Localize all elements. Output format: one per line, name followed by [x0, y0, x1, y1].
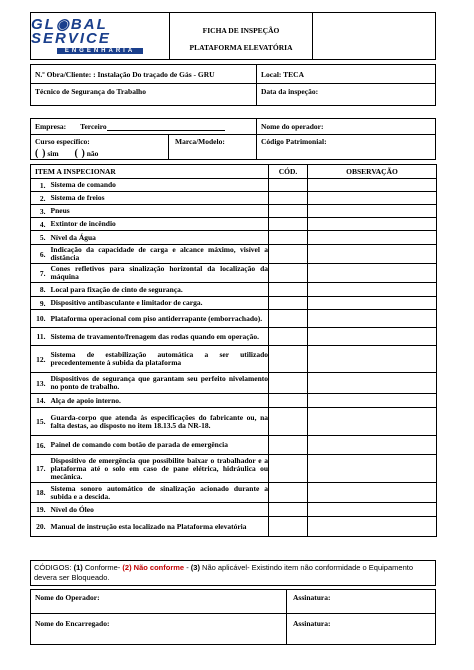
row-observation-cell[interactable]: [308, 436, 437, 455]
table-row: [31, 297, 437, 310]
code-3: (3): [190, 563, 200, 572]
row-observation-cell[interactable]: [308, 231, 437, 245]
sim-label: sim: [47, 149, 59, 158]
row-item-text: Dispositivos de segurança que garantam seu perfeito nivelamento no ponto de trabalho.: [49, 373, 269, 394]
row-code-cell[interactable]: [269, 483, 308, 503]
assinatura-encarregado: Assinatura:: [286, 613, 436, 645]
row-observation-cell[interactable]: [308, 264, 437, 283]
row-item-text: Plataforma operacional com piso antiderrapante (emborrachado).: [49, 310, 269, 328]
row-item-text: Dispositivo de emergência que possibilite baixar o trabalhador e a plataforma até o solo em caso de pane elétrica, hidráulica ou mecânica.: [50, 455, 269, 481]
row-code-cell[interactable]: [269, 310, 308, 328]
page-subtitle: PLATAFORMA ELEVATÓRIA: [189, 43, 293, 52]
row-observation-cell[interactable]: [308, 179, 437, 192]
row-code-cell[interactable]: [269, 517, 308, 537]
row-number: 19.: [31, 503, 49, 517]
row-item-text: Dispositivo antibasculante e limitador de carga.: [49, 297, 269, 310]
row-number: 10.: [31, 310, 49, 328]
row-number: 2.: [31, 192, 49, 205]
row-item-text: Indicação da capacidade de carga e alcance máximo, visível a distância: [50, 245, 269, 262]
sim-close-paren: ): [42, 148, 46, 159]
assinatura-operador: Assinatura:: [286, 589, 436, 614]
row-code-cell[interactable]: [269, 205, 308, 218]
row-observation-cell[interactable]: [308, 310, 437, 328]
row-code-cell[interactable]: [269, 179, 308, 192]
row-observation-cell[interactable]: [308, 517, 437, 537]
nome-encarregado-footer: Nome do Encarregado:: [30, 613, 287, 645]
local-field: Local: TECA: [256, 64, 436, 84]
table-row: [31, 231, 437, 245]
curso-label: Curso específico:: [35, 137, 90, 146]
sim-open-paren: (: [35, 148, 39, 159]
empresa-underline: [107, 122, 225, 131]
table-row: [31, 310, 437, 328]
codigo-patrimonial-field: Código Patrimonial:: [256, 134, 436, 160]
row-code-cell[interactable]: [269, 264, 308, 283]
col-header-item: ITEM A INSPECIONAR: [31, 165, 269, 179]
row-code-cell[interactable]: [269, 455, 308, 483]
data-inspecao-field: Data da inspeção:: [256, 83, 436, 106]
row-observation-cell[interactable]: [308, 346, 437, 373]
page-title: FICHA DE INSPEÇÃO: [202, 26, 280, 35]
row-code-cell[interactable]: [269, 245, 308, 264]
table-row: [31, 436, 437, 455]
row-number: 1.: [31, 179, 49, 192]
table-row: [31, 245, 437, 264]
row-number: 18.: [31, 483, 49, 503]
row-observation-cell[interactable]: [308, 373, 437, 394]
row-item-text: Sistema de estabilização automática a ser utilizado precedentemente à subida da plataforma: [49, 346, 269, 373]
curso-nao-checkbox[interactable]: [74, 149, 84, 158]
row-item-text: Sistema de freios: [49, 192, 269, 205]
table-row: [31, 408, 437, 436]
row-item-text: Cones refletivos para sinalização horizontal da localização da máquina: [50, 264, 269, 281]
row-item-text: Extintor de incêndio: [49, 218, 269, 231]
row-observation-cell[interactable]: [308, 218, 437, 231]
row-number: 6.: [31, 245, 49, 264]
row-code-cell[interactable]: [269, 408, 308, 436]
table-row: [31, 346, 437, 373]
inspection-table: [30, 164, 436, 537]
row-number: 11.: [31, 328, 49, 346]
row-observation-cell[interactable]: [308, 297, 437, 310]
row-observation-cell[interactable]: [308, 503, 437, 517]
nome-operador-field: Nome do operador:: [256, 118, 436, 135]
marca-modelo-field: Marca/Modelo:: [168, 134, 257, 160]
row-code-cell[interactable]: [269, 436, 308, 455]
table-row: [31, 283, 437, 297]
row-number: 20.: [31, 517, 49, 537]
row-code-cell[interactable]: [269, 373, 308, 394]
logo: [30, 12, 170, 60]
curso-sim-checkbox[interactable]: [35, 149, 45, 158]
row-number: 14.: [31, 394, 49, 408]
col-header-cod: CÓD.: [269, 165, 308, 179]
row-observation-cell[interactable]: [308, 192, 437, 205]
row-observation-cell[interactable]: [308, 408, 437, 436]
row-number: 8.: [31, 283, 49, 297]
table-row: [31, 483, 437, 503]
row-item-text: Painel de comando com botão de parada de emergência: [49, 436, 269, 455]
nao-label: não: [86, 149, 99, 158]
row-observation-cell[interactable]: [308, 328, 437, 346]
row-item-text: Alça de apoio interno.: [49, 394, 269, 408]
row-number: 7.: [31, 264, 49, 283]
row-number: 5.: [31, 231, 49, 245]
nao-close-paren: ): [81, 148, 85, 159]
row-item-text: Sistema sonoro automático de sinalização acionado durante a subida e a descida.: [50, 483, 269, 501]
row-code-cell[interactable]: [269, 218, 308, 231]
row-observation-cell[interactable]: [308, 455, 437, 483]
table-row: [31, 373, 437, 394]
row-number: 4.: [31, 218, 49, 231]
row-item-text: Pneus: [49, 205, 269, 218]
code-3-text: Não aplicável- Existindo item não conformidade o Equipamento devera ser Bloqueado.: [34, 563, 413, 582]
row-item-text: Local para fixação de cinto de segurança.: [49, 283, 269, 297]
nao-open-paren: (: [74, 148, 78, 159]
row-number: 15.: [31, 408, 49, 436]
curso-field: [30, 134, 169, 160]
row-number: 13.: [31, 373, 49, 394]
table-row: [31, 503, 437, 517]
row-code-cell[interactable]: [269, 503, 308, 517]
col-header-obs: OBSERVAÇÃO: [308, 165, 437, 179]
table-row: [31, 517, 437, 537]
row-item-text: Sistema de travamento/frenagem das rodas quando em operação.: [49, 328, 269, 346]
logo-sub-text: ENGENHARIA: [57, 48, 143, 54]
row-code-cell[interactable]: [269, 231, 308, 245]
table-row: [31, 394, 437, 408]
table-row: [31, 218, 437, 231]
table-row: [31, 205, 437, 218]
row-observation-cell[interactable]: [308, 483, 437, 503]
table-row: [31, 455, 437, 483]
obra-field: N.º Obra/Cliente: : Instalação Do traçado de Gás - GRU: [30, 64, 257, 84]
row-number: 9.: [31, 297, 49, 310]
empresa-value: Terceiro: [80, 122, 107, 131]
row-observation-cell[interactable]: [308, 205, 437, 218]
row-item-text: Guarda-corpo que atenda às especificações do fabricante ou, na falta destas, ao disposto no item 18.13.5 da NR-18.: [49, 408, 269, 436]
codigos-legend: [30, 560, 436, 586]
row-item-text: Nível da Água: [49, 231, 269, 245]
row-number: 16.: [31, 436, 49, 455]
codigos-label: CÓDIGOS:: [34, 563, 72, 572]
row-observation-cell[interactable]: [308, 283, 437, 297]
code-1-text: Conforme-: [84, 563, 121, 572]
row-code-cell[interactable]: [269, 297, 308, 310]
row-code-cell[interactable]: [269, 346, 308, 373]
row-observation-cell[interactable]: [308, 245, 437, 264]
logo-main-text: GL◉BAL SERVICE: [31, 16, 111, 47]
tecnico-field: Técnico de Segurança do Trabalho: [30, 83, 257, 106]
code-2: (2) Não conforme: [122, 563, 185, 572]
row-code-cell[interactable]: [269, 328, 308, 346]
nome-operador-footer: Nome do Operador:: [30, 589, 287, 614]
table-row: [31, 264, 437, 283]
code-separator: -: [186, 563, 189, 572]
row-code-cell[interactable]: [269, 283, 308, 297]
table-row: [31, 192, 437, 205]
code-1: (1): [73, 563, 83, 572]
row-code-cell[interactable]: [269, 192, 308, 205]
empresa-label: Empresa:: [35, 122, 67, 131]
row-number: 3.: [31, 205, 49, 218]
table-row: [31, 179, 437, 192]
empresa-field: [30, 118, 257, 135]
row-item-text: Manual de instrução esta localizado na Plataforma elevatória: [49, 517, 269, 537]
row-number: 17.: [31, 455, 49, 483]
table-row: [31, 328, 437, 346]
header-blank-box: [312, 12, 436, 60]
row-code-cell[interactable]: [269, 394, 308, 408]
row-item-text: Nível do Óleo: [49, 503, 269, 517]
row-number: 12.: [31, 346, 49, 373]
row-observation-cell[interactable]: [308, 394, 437, 408]
row-item-text: Sistema de comando: [49, 179, 269, 192]
header-title-box: [169, 12, 313, 60]
